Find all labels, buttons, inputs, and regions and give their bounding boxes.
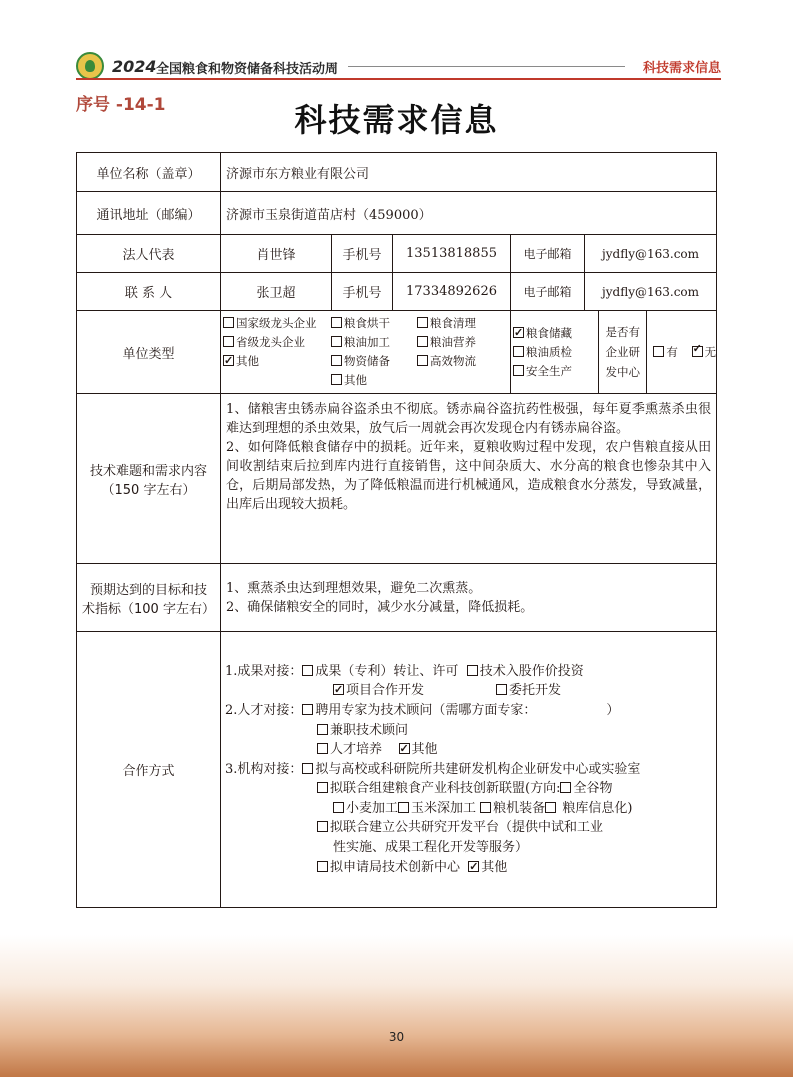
header-year: 2024	[112, 57, 157, 76]
legal-email-label: 电子邮箱	[511, 235, 585, 273]
checkbox[interactable]	[317, 821, 328, 832]
tech-problem-label: 技术难题和需求内容 （150 字左右）	[77, 394, 221, 564]
page-number: 30	[388, 1030, 405, 1044]
checkbox[interactable]	[496, 684, 507, 695]
checkbox-checked[interactable]	[513, 327, 524, 338]
unit-name-value: 济源市东方粮业有限公司	[221, 153, 717, 192]
checkbox-checked[interactable]	[399, 743, 410, 754]
contact-label: 联 系 人	[77, 273, 221, 311]
page-header	[76, 52, 721, 82]
tech-problem-paragraph-2: 2、如何降低粮食储存中的损耗。近年来，夏粮收购过程中发现，农户售粮直接从田间收割结束后拉到库内进行直接销售，这中间杂质大、水分高的粮食也惨杂其中入仓，后期局部发热，为了降低粮温而进行机械通风，造成粮食水分蒸发，导致减量，出库后出现较大损耗。	[226, 440, 712, 512]
contact-phone-label: 手机号	[332, 273, 393, 311]
cooperation-label: 合作方式	[77, 632, 221, 908]
contact-email-label: 电子邮箱	[511, 273, 585, 311]
checkbox[interactable]	[545, 802, 556, 813]
row-tech-problem	[77, 394, 717, 564]
checkbox-rd-no-checked[interactable]	[692, 346, 703, 357]
tech-problem-paragraph-1: 1、储粮害虫锈赤扁谷盗杀虫不彻底。锈赤扁谷盗抗药性极强，每年夏季熏蒸杀虫很难达到理想的杀虫效果，放气后一周就会再次发现仓内有锈赤扁谷盗。	[226, 402, 712, 436]
requirement-form	[76, 152, 717, 908]
checkbox[interactable]	[317, 743, 328, 754]
checkbox[interactable]	[331, 336, 342, 347]
checkbox[interactable]	[398, 802, 409, 813]
contact-email-value: jydfly@163.com	[585, 273, 717, 311]
address-label: 通讯地址（邮编）	[77, 192, 221, 235]
row-legal-rep	[77, 235, 717, 273]
checkbox-checked[interactable]	[333, 684, 344, 695]
legal-phone-label: 手机号	[332, 235, 393, 273]
legal-rep-label: 法人代表	[77, 235, 221, 273]
contact-phone-value: 17334892626	[393, 273, 511, 311]
rd-center-options: 有 ✓ 无	[647, 344, 716, 360]
event-logo-icon	[76, 52, 104, 80]
header-divider	[348, 66, 625, 67]
checkbox[interactable]	[317, 724, 328, 735]
checkbox[interactable]	[513, 346, 524, 357]
checkbox[interactable]	[333, 802, 344, 813]
row-contact	[77, 273, 717, 311]
checkbox[interactable]	[317, 861, 328, 872]
checkbox[interactable]	[223, 317, 234, 328]
row-unit-type	[77, 311, 717, 394]
header-section: 科技需求信息	[642, 61, 721, 76]
checkbox[interactable]	[223, 336, 234, 347]
checkbox[interactable]	[317, 782, 328, 793]
rd-center-label: 是否有企业研发中心	[599, 311, 647, 393]
goal-paragraph-2: 2、确保储粮安全的同时，减少水分减量，降低损耗。	[226, 599, 534, 615]
checkbox-checked[interactable]	[223, 355, 234, 366]
checkbox[interactable]	[560, 782, 571, 793]
checkbox-checked[interactable]	[468, 861, 479, 872]
serial-number: 序号 -14-1	[76, 95, 166, 115]
header-event-title: 全国粮食和物资储备科技活动周	[156, 62, 339, 77]
checkbox[interactable]	[417, 336, 428, 347]
unit-type-options: 国家级龙头企业 省级龙头企业 ✓其他 粮食烘干 粮油加工 物资储备 其他 粮食清理 粮油营养 高效物流	[221, 311, 511, 394]
contact-name: 张卫超	[221, 273, 332, 311]
unit-type-label: 单位类型	[77, 311, 221, 394]
header-rule	[76, 78, 721, 80]
row-cooperation	[77, 632, 717, 908]
checkbox[interactable]	[480, 802, 491, 813]
rd-center-cell	[599, 311, 717, 394]
checkbox-rd-yes[interactable]	[653, 346, 664, 357]
checkbox[interactable]	[331, 355, 342, 366]
checkbox[interactable]	[331, 317, 342, 328]
page-title: 科技需求信息	[294, 101, 499, 139]
legal-rep-name: 肖世锋	[221, 235, 332, 273]
address-value: 济源市玉泉街道苗店村（459000）	[221, 192, 717, 235]
checkbox[interactable]	[302, 704, 313, 715]
cooperation-content: 1.成果对接： 成果（专利）转让、许可 技术入股作价投资 ✓项目合作开发 委托开发 2.人才对接： 聘用专家为技术顾问（需哪方面专家： ） 兼职技术顾问 人才培养 ✓ 其他 3.机构对接： 拟与高校或科研院所共建研发机构企业研发中心或实验室 拟联合组建粮食产业科技创新联盟(方向: 全谷物 小麦加工 玉米深加工 粮机装备 粮库信息化) 拟联合建立公共研究开发平台（提供中试和工业 性实施、成果工程化开发等服务） 拟申请局技术创新中心 ✓ 其他	[221, 632, 717, 908]
tech-problem-content	[221, 394, 717, 564]
unit-name-label: 单位名称（盖章）	[77, 153, 221, 192]
checkbox[interactable]	[331, 374, 342, 385]
goal-label: 预期达到的目标和技 术指标（100 字左右）	[77, 564, 221, 632]
checkbox[interactable]	[417, 317, 428, 328]
row-unit-name	[77, 153, 717, 192]
checkbox[interactable]	[467, 665, 478, 676]
decorative-bottom-band	[0, 935, 793, 1077]
checkbox[interactable]	[417, 355, 428, 366]
legal-email-value: jydfly@163.com	[585, 235, 717, 273]
checkbox[interactable]	[513, 365, 524, 376]
unit-type-options-extra: ✓粮食储藏 粮油质检 安全生产	[511, 311, 599, 394]
checkbox[interactable]	[302, 665, 313, 676]
checkbox[interactable]	[302, 763, 313, 774]
row-goal	[77, 564, 717, 632]
goal-content	[221, 564, 717, 632]
goal-paragraph-1: 1、熏蒸杀虫达到理想效果，避免二次熏蒸。	[226, 580, 482, 596]
legal-phone-value: 13513818855	[393, 235, 511, 273]
row-address	[77, 192, 717, 235]
